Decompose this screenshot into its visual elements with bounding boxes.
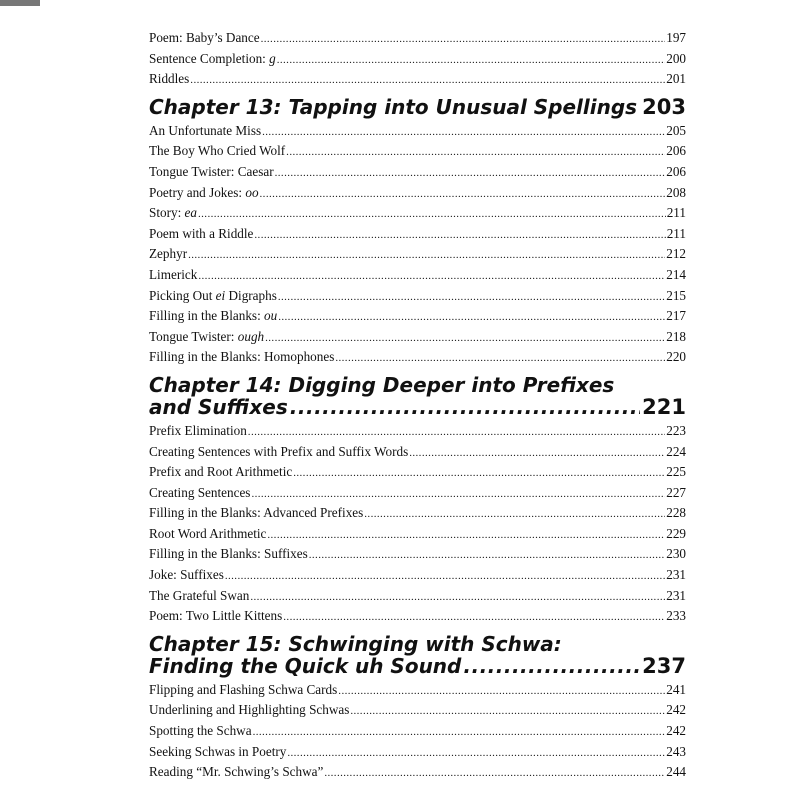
entry-title-text: Poem: Two Little Kittens [149,608,283,624]
page-number: 208 [666,184,686,200]
page-number: 242 [666,702,686,718]
table-of-contents [149,28,686,783]
entry-title-text: Underlining and Highlighting Schwas [149,702,350,718]
entry-title-text: Prefix Elimination [149,422,247,438]
toc-entry[interactable] [149,183,686,204]
toc-entry[interactable] [149,524,686,545]
page-number: 242 [666,723,686,739]
dot-leader [275,163,666,184]
toc-entry[interactable] [149,544,686,565]
chapter-title: Chapter 14: Digging Deeper into Prefixes [149,372,615,397]
toc-entry[interactable] [149,586,686,607]
toc-entry[interactable] [149,224,686,245]
page-number: 244 [666,764,686,780]
dot-leader [335,348,665,369]
entry-title-text: Creating Sentences [149,484,251,500]
entry-title-text: Picking Out [149,287,216,303]
page-number: 229 [666,525,686,541]
entry-title [149,121,261,142]
dot-leader [260,184,666,205]
dot-leader [277,50,665,71]
dot-leader [293,463,665,484]
toc-entry[interactable] [149,265,686,286]
entry-title [149,162,274,183]
chapter-heading[interactable] [149,96,686,118]
dot-leader [198,266,665,287]
page-number: 218 [666,328,686,344]
chapter-title: and Suffixes [149,394,288,419]
toc-entry[interactable] [149,244,686,265]
toc-entry[interactable] [149,69,686,90]
chapter-page-number: 221 [642,394,686,419]
toc-entry[interactable] [149,286,686,307]
page-number: 228 [666,505,686,521]
page-number: 205 [666,122,686,138]
page-number: 211 [666,205,686,221]
dot-leader [267,525,665,546]
entry-title [149,69,189,90]
entry-title [149,141,285,162]
entry-title-text: Filling in the Blanks: Suffixes [149,546,308,562]
entry-title-text: Limerick [149,266,198,282]
page-number: 220 [666,349,686,365]
toc-entry[interactable] [149,700,686,721]
dot-leader [262,122,665,143]
dot-leader [286,142,665,163]
entry-title [149,462,292,483]
dot-leader [639,96,640,118]
toc-entry[interactable] [149,162,686,183]
chapter-heading[interactable] [149,374,686,418]
dot-leader [251,484,665,505]
entry-title-text: The Boy Who Cried Wolf [149,143,286,159]
dot-leader [188,245,665,266]
entry-title [149,421,247,442]
entry-title-text: Spotting the Schwa [149,723,252,739]
toc-entry[interactable] [149,565,686,586]
entry-title [149,565,224,586]
entry-title [149,680,337,701]
dot-leader [287,743,665,764]
page-number: 233 [666,608,686,624]
entry-title [149,306,277,327]
entry-title-text: Poem: Baby’s Dance [149,30,260,45]
toc-entry[interactable] [149,121,686,142]
page-number: 230 [666,546,686,562]
toc-entry[interactable] [149,721,686,742]
chapter-title: Finding the Quick uh Sound [149,653,462,678]
page-corner-mark [0,0,40,6]
dot-leader [190,70,665,91]
entry-title [149,347,334,368]
page-number: 241 [666,681,686,697]
dot-leader [198,204,666,225]
dot-leader [278,307,665,328]
toc-entry[interactable] [149,442,686,463]
entry-title [149,700,349,721]
entry-title-text: Seeking Schwas in Poetry [149,743,287,759]
page-number: 206 [666,163,686,179]
entry-title-italic: ei [215,287,226,303]
dot-leader [364,504,665,525]
page-number: 243 [666,743,686,759]
entry-title-text: Creating Sentences with Prefix and Suffix Words [149,443,409,459]
dot-leader [261,29,666,50]
entry-title-text: Reading “Mr. Schwing’s Schwa” [149,764,324,780]
page-number: 227 [666,484,686,500]
chapter-page-number: 203 [642,94,686,119]
dot-leader [254,225,665,246]
toc-entry[interactable] [149,462,686,483]
toc-entry[interactable] [149,141,686,162]
chapter-heading[interactable] [149,633,686,677]
entry-title [149,721,252,742]
entry-title [149,244,187,265]
dot-leader [248,422,665,443]
dot-leader [409,443,665,464]
toc-entry[interactable] [149,327,686,348]
dot-leader [265,328,665,349]
entry-title-text: Flipping and Flashing Schwa Cards [149,681,338,697]
entry-title [149,762,323,783]
entry-title [149,224,253,245]
entry-title [149,503,363,524]
dot-leader [283,607,665,628]
toc-entry[interactable] [149,306,686,327]
dot-leader [253,722,666,743]
dot-leader [290,396,640,418]
page-number: 206 [666,143,686,159]
dot-leader [324,763,665,784]
dot-leader [278,287,665,308]
entry-title [149,203,197,224]
toc-entry[interactable] [149,680,686,701]
entry-title-text: Riddles [149,71,190,87]
entry-title-text: Filling in the Blanks: Advanced Prefixes [149,505,364,521]
toc-entry[interactable] [149,203,686,224]
entry-title-text: Digraphs [225,287,277,303]
toc-entry[interactable] [149,49,686,70]
dot-leader [463,655,640,677]
entry-title [149,28,260,49]
entry-title-text: An Unfortunate Miss [149,122,262,138]
entry-title [149,586,249,607]
page-number: 197 [666,30,686,45]
entry-title-text: Tongue Twister: [149,328,238,344]
entry-title-text: Zephyr [149,246,188,262]
entry-title-text: Poem with a Riddle [149,225,254,241]
page-number: 201 [666,71,686,87]
page-number: 214 [666,266,686,282]
entry-title-italic: ough [237,328,265,344]
entry-title [149,327,264,348]
entry-title-text: Prefix and Root Arithmetic [149,464,293,480]
page-number: 200 [666,50,686,66]
page-number: 231 [666,567,686,583]
toc-entry[interactable] [149,28,686,49]
entry-title-text: Sentence Completion: [149,50,270,66]
dot-leader [350,701,665,722]
toc-entry[interactable] [149,742,686,763]
entry-title-text: Story: [149,205,185,221]
toc-entry[interactable] [149,421,686,442]
entry-title [149,265,197,286]
page-number: 223 [666,422,686,438]
page-number: 211 [666,225,686,241]
toc-entry[interactable] [149,606,686,627]
entry-title-italic: ea [184,205,197,221]
chapter-title: Chapter 13: Tapping into Unusual Spellings [149,94,638,119]
toc-entry[interactable] [149,347,686,368]
entry-title-text: Root Word Arithmetic [149,525,267,541]
entry-title-text: Poetry and Jokes: [149,184,246,200]
page-number: 212 [666,246,686,262]
page-number: 225 [666,464,686,480]
entry-title-italic: ou [264,308,278,324]
toc-entry[interactable] [149,762,686,783]
entry-title-italic: oo [245,184,259,200]
entry-title [149,49,276,70]
toc-entry[interactable] [149,483,686,504]
entry-title [149,742,286,763]
dot-leader [338,681,665,702]
chapter-page-number: 237 [642,653,686,678]
dot-leader [250,587,665,608]
page-number: 215 [666,287,686,303]
entry-title [149,483,250,504]
entry-title [149,286,277,307]
page-number: 231 [666,587,686,603]
toc-entry[interactable] [149,503,686,524]
entry-title-text: Filling in the Blanks: Homophones [149,349,335,365]
entry-title-text: The Grateful Swan [149,587,250,603]
entry-title [149,544,308,565]
entry-title-text: Joke: Suffixes [149,567,224,583]
page-number: 224 [666,443,686,459]
entry-title [149,442,408,463]
page-number: 217 [666,308,686,324]
entry-title [149,606,282,627]
entry-title [149,524,266,545]
dot-leader [225,566,665,587]
entry-title-italic: g [269,50,276,66]
chapter-title: Chapter 15: Schwinging with Schwa: [149,631,562,656]
entry-title-text: Filling in the Blanks: [149,308,265,324]
entry-title-text: Tongue Twister: Caesar [149,163,274,179]
dot-leader [309,545,665,566]
entry-title [149,183,259,204]
